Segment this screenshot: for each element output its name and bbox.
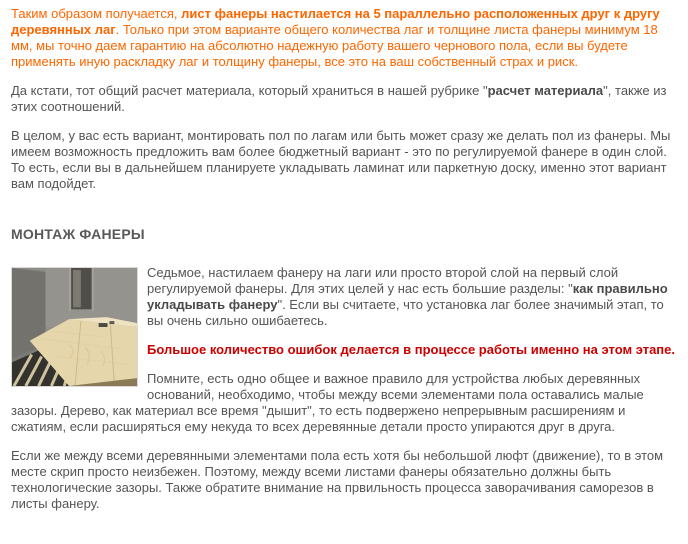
bold-phrase-how-to-lay-plywood: как правильно укладывать фанеру — [147, 281, 668, 312]
bold-phrase-plywood-on-5-joists: лист фанеры настилается на 5 параллельно расположенных друг к другу деревянных лаг — [11, 6, 660, 37]
expansion-rule-paragraph: Помните, есть одно общее и важное правило для устройства любых деревянных оснований, необходимо, чтобы между всеми элементами пола оставались малые зазоры. Дерево, как материал все время "дышит", то есть подвержено непрерывным расширениям и сжатиям, если расширяться ему некуда то всех деревянные детали просто упираются друг в друга. — [11, 371, 644, 434]
bold-phrase-material-calculation: расчет материала — [487, 83, 604, 98]
warning-paragraph: Большое количество ошибок делается в процессе работы именно на этом этапе. — [147, 342, 675, 357]
tech-gaps-paragraph: Если же между всеми деревянными элементами пола есть хотя бы небольшой люфт (движение), то в этом месте скрип просто неизбежен. Поэтому, между всеми листами фанеры обязательно должны быть технологические зазоры. Также обратите внимание на првильность процесса заворачивания саморезов в листы фанеру. — [11, 448, 664, 511]
plywood-on-joists-photo — [11, 267, 138, 387]
material-note-paragraph: Да кстати, тот общий расчет материала, который храниться в нашей рубрике "расчет материала", также из этих соотношений. — [11, 83, 667, 114]
step7-paragraph: Седьмое, настилаем фанеру на лаги или просто второй слой на первый слой регулируемой фанеры. Для этих целей у нас есть большие разделы: "как правильно укладывать фанеру". Если вы считаете, что установка лаг более значимый этап, то вы очень сильно ошибаетесь. — [147, 265, 668, 328]
article — [11, 6, 677, 512]
intro-paragraph: Таким образом получается, лист фанеры настилается на 5 параллельно расположенных друг к другу деревянных лаг. Только при этом варианте общего количества лаг и толщине листа фанеры минимум 18 мм, мы точно даем гарантию на абсолютно надежную работу вашего чернового пола, если вы будете применять иную раскладку лаг и толщину фанеры, все это на ваш собственный страх и риск. — [11, 6, 660, 69]
variant-paragraph: В целом, у вас есть вариант, монтировать пол по лагам или быть может сразу же делать пол из фанеры. Мы имеем возможность предложить вам более бюджетный вариант - это по регулируемой фанере в один слой. То есть, если вы в дальнейшем планируете укладывать ламинат или паркетную доску, именно этот вариант вам подойдет. — [11, 128, 671, 191]
plywood-photo-graphic — [12, 268, 137, 386]
section-heading: МОНТАЖ ФАНЕРЫ — [11, 226, 145, 242]
